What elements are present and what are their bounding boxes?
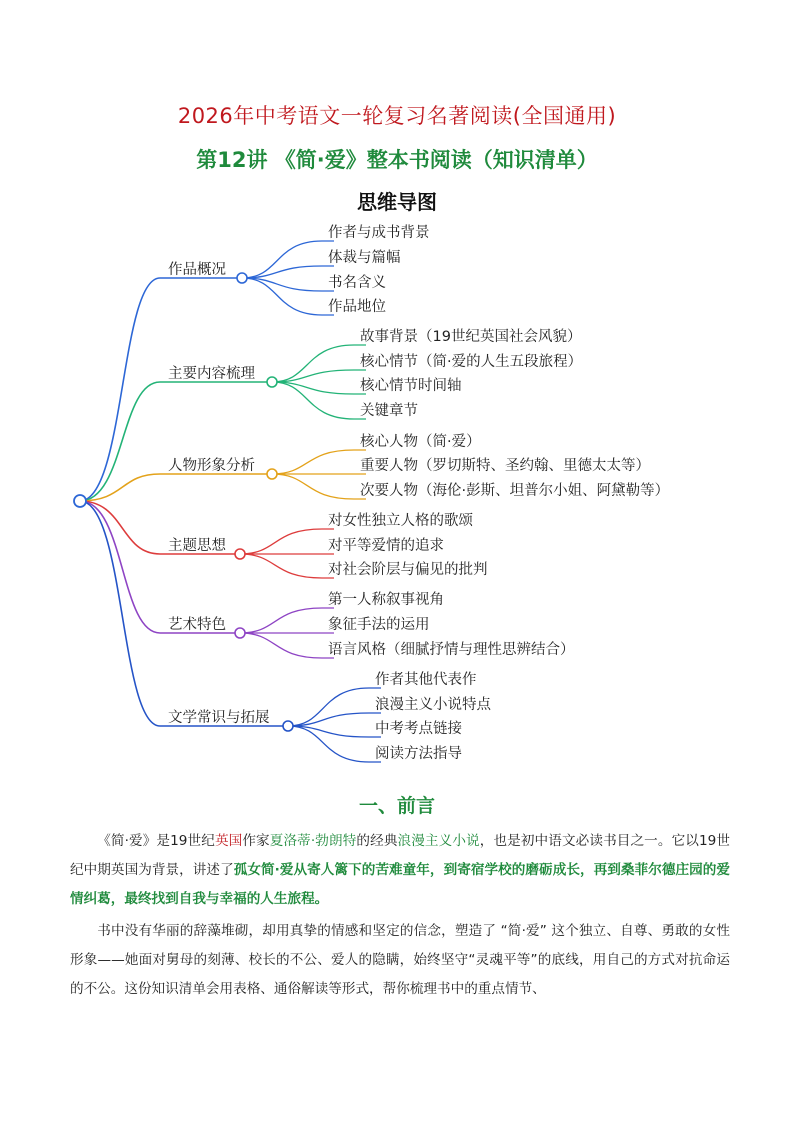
branch-node [237, 273, 247, 283]
leaf-label: 体裁与篇幅 [328, 250, 401, 266]
leaf-label: 次要人物（海伦·彭斯、坦普尔小姐、阿黛勒等） [360, 483, 670, 499]
leaf-connector [288, 688, 381, 726]
branch-3 [80, 432, 669, 501]
branch-label: 文学常识与拓展 [168, 710, 270, 726]
leaf-label: 故事背景（19世纪英国社会风貌） [360, 329, 582, 345]
root-node [74, 495, 86, 507]
leaf-label: 作者与成书背景 [328, 225, 430, 241]
leaf-connector [240, 608, 334, 633]
leaf-label: 对社会阶层与偏见的批判 [328, 562, 488, 578]
branch-node [267, 469, 277, 479]
mind-map [0, 215, 794, 775]
leaf-label: 书名含义 [328, 275, 386, 291]
section-heading-preface: 一、前言 [358, 795, 435, 817]
document-title: 2026年中考语文一轮复习名著阅读(全国通用) [177, 104, 617, 128]
leaf-label: 重要人物（罗切斯特、圣约翰、里德太太等） [360, 458, 650, 474]
leaf-label: 象征手法的运用 [328, 617, 430, 633]
leaf-label: 语言风格（细腻抒情与理性思辨结合） [328, 642, 575, 658]
branch-4 [80, 501, 488, 578]
preface-paragraph-1 [70, 827, 730, 914]
highlight-country: 英国 [214, 833, 243, 849]
branch-node [235, 628, 245, 638]
branch-node [235, 549, 245, 559]
leaf-label: 对平等爱情的追求 [328, 538, 444, 554]
leaf-label: 关键章节 [360, 403, 418, 419]
leaf-label: 中考考点链接 [375, 721, 462, 737]
preface-text: 的经典 [356, 833, 398, 849]
leaf-connector [242, 241, 334, 278]
leaf-connector [288, 726, 381, 762]
branch-label: 主要内容梳理 [168, 366, 255, 382]
preface-text: 作家 [242, 833, 270, 849]
branch-node [267, 377, 277, 387]
leaf-connector [240, 633, 334, 658]
leaf-label: 核心情节时间轴 [360, 378, 462, 394]
leaf-label: 作者其他代表作 [375, 672, 477, 688]
leaf-label: 第一人称叙事视角 [328, 592, 444, 608]
highlight-genre: 浪漫主义小说 [397, 833, 480, 849]
leaf-label: 核心情节（简·爱的人生五段旅程） [360, 354, 583, 370]
leaf-label: 作品地位 [328, 299, 386, 315]
branch-label: 人物形象分析 [168, 458, 255, 474]
preface-paragraph-2: 书中没有华丽的辞藻堆砌，却用真挚的情感和坚定的信念，塑造了 “简·爱” 这个独立、自尊、勇敢的女性形象——她面对舅母的刻薄、校长的不公、爱人的隐瞒，始终坚守“灵魂平等”的底线，用自己的方式对抗命运的不公。这份知识清单会用表格、通俗解读等形式，帮你梳理书中的重点情节、 [70, 923, 730, 997]
lecture-title: 第12讲 《简·爱》整本书阅读（知识清单） [196, 148, 598, 172]
leaf-connector [242, 278, 334, 315]
leaf-connector [272, 474, 366, 499]
branch-connector [80, 501, 283, 726]
leaf-connector [272, 450, 366, 474]
branch-label: 艺术特色 [168, 617, 226, 633]
leaf-label: 浪漫主义小说特点 [375, 697, 491, 713]
preface-text: 《简·爱》是19世纪 [97, 833, 215, 849]
leaf-connector [240, 554, 334, 578]
preface-text: ，也是初中语文必读书目之一。它以19世纪中期英国为背景，讲述了 [70, 833, 730, 878]
mindmap-heading: 思维导图 [357, 190, 437, 214]
leaf-label: 阅读方法指导 [375, 746, 462, 762]
leaf-label: 核心人物（简·爱） [360, 434, 481, 450]
highlight-author: 夏洛蒂·勃朗特 [269, 833, 357, 849]
branch-label: 主题思想 [168, 538, 226, 554]
leaf-connector [240, 529, 334, 554]
leaf-label: 对女性独立人格的歌颂 [328, 513, 473, 529]
branch-connector [80, 382, 267, 501]
branch-label: 作品概况 [168, 262, 226, 278]
branch-node [283, 721, 293, 731]
branch-connector [80, 501, 235, 633]
highlight-summary: 孤女简·爱从寄人篱下的苦难童年，到寄宿学校的磨砺成长，再到桑菲尔德庄园的爱情纠葛，最终找到自我与幸福的人生旅程。 [70, 862, 731, 907]
leaf-connector [272, 345, 366, 382]
leaf-connector [272, 382, 366, 419]
